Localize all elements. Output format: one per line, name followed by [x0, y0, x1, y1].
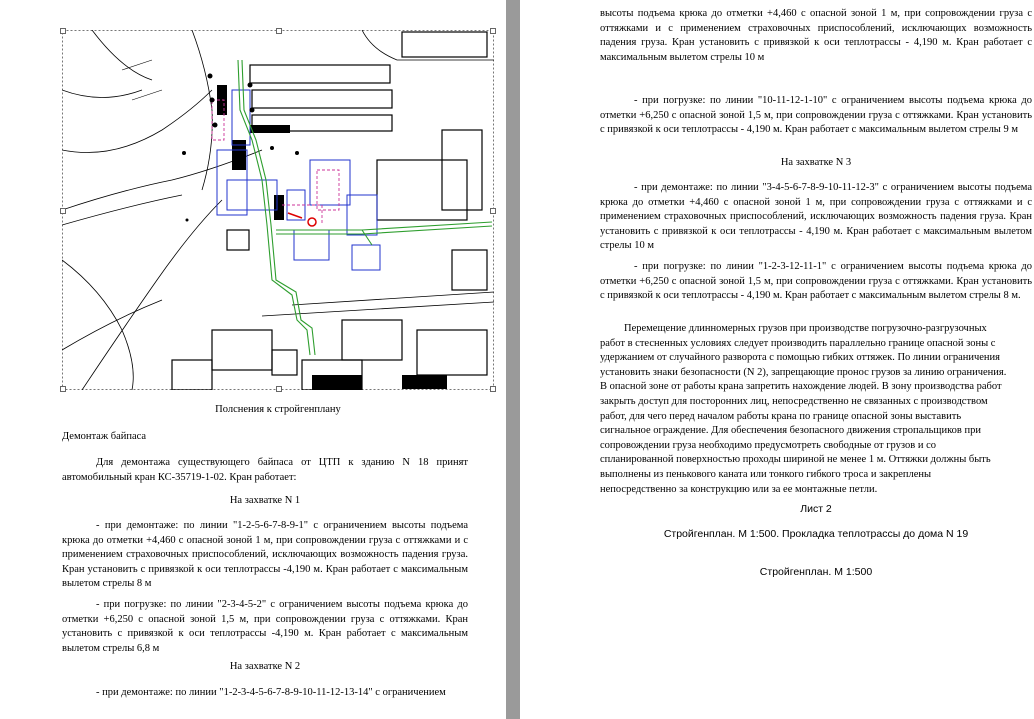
- zone2-loading-paragraph: - при погрузке: по линии "10-11-12-1-10" с ограничением высоты подъема крюка до отметки +6,250 с опасной зоной 1,5 м, при сопровождении груза с оттяжками. Кран установить с привязкой к оси теплотрассы - 4,190 м. Кран работает с максимальным вылетом стрелы 9 м: [600, 95, 1032, 136]
- zone1-demolition-paragraph: - при демонтаже: по линии "1-2-5-6-7-8-9-1" с ограничением высоты подъема крюка до отметки +4,460 с опасной зоной 1 м, при сопровождении груза с оттяжками и с применением страховочных приспособлений, исключающих возможность падения груза. Кран установить с привязкой к оси теплотрассы -4,190 м. Кран работает с максимальным вылетом стрелы 8 м: [62, 520, 468, 590]
- zone1-heading: На захватке N 1: [229, 495, 301, 506]
- resize-handle-top-right[interactable]: [490, 28, 496, 34]
- site-plan-figure[interactable]: [62, 30, 494, 390]
- long-loads-line: Перемещение длинномерных грузов при производстве погрузочно-разгрузочных: [624, 323, 987, 334]
- long-loads-line: работ в стесненных условиях следует производить параллельно границе опасной зоны с: [600, 337, 996, 349]
- zone3-heading: На захватке N 3: [780, 157, 852, 168]
- long-loads-line: установить знаки безопасности (N 2), запрещающие пронос грузов за линию ограничения.: [600, 366, 1007, 378]
- long-loads-line: спланированной поверхностью проходы шириной не менее 1 м. Оттяжки должны быть: [600, 454, 991, 466]
- long-loads-paragraph: [600, 322, 1034, 497]
- site-plan-drawing: [62, 30, 494, 390]
- long-loads-line: В опасной зоне от работы крана запретить нахождение людей. В зону производства работ: [600, 381, 1002, 393]
- zone2-heading: На захватке N 2: [229, 661, 301, 672]
- zone3-loading-paragraph: - при погрузке: по линии "1-2-3-12-11-1" с ограничением высоты подъема крюка до отметки +6,250 с опасной зоной 1,5 м, при сопровождении груза с оттяжками. Кран установить с привязкой к оси теплотрассы - 4,190 м. Кран работает с максимальным вылетом стрелы 8 м.: [600, 261, 1032, 302]
- sheet-title: Стройгенплан. М 1:500. Прокладка теплотрассы до дома N 19: [663, 528, 969, 540]
- section-heading: Демонтаж байпаса: [62, 431, 147, 442]
- long-loads-line: сигнальное ограждение. Для обеспечения безопасного движения стропальщиков при: [600, 425, 982, 437]
- resize-handle-bottom-right[interactable]: [490, 386, 496, 392]
- resize-handle-right[interactable]: [490, 208, 496, 214]
- zone1-loading-paragraph: - при погрузке: по линии "2-3-4-5-2" с ограничением высоты подъема крюка до отметки +6,250 с опасной зоной 1,5 м, при сопровождении груза с оттяжками. Кран установить с привязкой к оси теплотрассы -4,190 м. Кран работает с максимальным вылетом стрелы 6,8 м: [62, 599, 468, 654]
- long-loads-line: удержанием от случайного разворота с помощью гибких оттяжек. По линии ограничения: [600, 352, 1000, 364]
- figure-caption: Полснения к стройгенплану: [215, 404, 341, 415]
- zone2-demolition-paragraph: - при демонтаже: по линии "1-2-3-4-5-6-7-8-9-10-11-12-13-14" с ограничением: [96, 687, 446, 698]
- plan-title: Стройгенплан. М 1:500: [759, 566, 873, 578]
- long-loads-line: работ, для чего перед началом работы крана по границе опасной зоны выставить: [600, 410, 962, 422]
- long-loads-line: выполнены из пенькового каната или тонкого гибкого троса и закреплены: [600, 468, 932, 480]
- document-page-left: [0, 0, 506, 719]
- page-gap: [506, 0, 520, 719]
- long-loads-line: непосредственно за конструкцию или за ее монтажные петли.: [600, 483, 878, 495]
- resize-handle-bottom[interactable]: [276, 386, 282, 392]
- resize-handle-bottom-left[interactable]: [60, 386, 66, 392]
- continued-paragraph: высоты подъема крюка до отметки +4,460 с опасной зоной 1 м, при сопровождении груза с оттяжками и с применением страховочных приспособлений, исключающих возможность падения груза. Кран установить с привязкой к оси теплотрассы - 4,190 м. Кран работает с максимальным вылетом стрелы 10 м: [600, 8, 1032, 63]
- intro-paragraph: Для демонтажа существующего байпаса от ЦТП к зданию N 18 принят автомобильный кран КС-35719-1-02. Кран работает:: [62, 457, 468, 483]
- long-loads-line: сопровождении груза необходимо предусмотреть свободные от грузов и со: [600, 439, 936, 451]
- sheet-label: Лист 2: [800, 503, 832, 515]
- long-loads-line: закрыть доступ для посторонних лиц, непосредственно не связанных с производством: [600, 395, 988, 407]
- resize-handle-top[interactable]: [276, 28, 282, 34]
- resize-handle-top-left[interactable]: [60, 28, 66, 34]
- resize-handle-left[interactable]: [60, 208, 66, 214]
- zone3-demolition-paragraph: - при демонтаже: по линии "3-4-5-6-7-8-9-10-11-12-3" с ограничением высоты подъема крюка до отметки +4,460 с опасной зоной 1 м, при сопровождении груза с оттяжками и с применением страховочных приспособлений, исключающих возможность падения груза. Кран установить с привязкой к оси теплотрассы - 4,190 м. Кран работает с максимальным вылетом стрелы 10 м: [600, 182, 1032, 252]
- document-page-right: [520, 0, 1034, 719]
